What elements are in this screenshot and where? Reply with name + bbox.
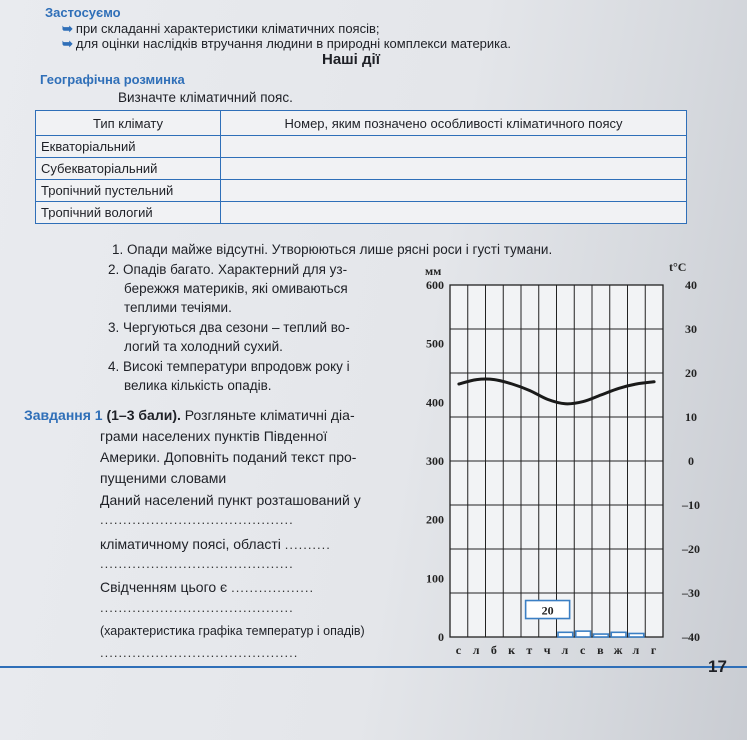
precip-tick-label: 100 bbox=[426, 571, 444, 586]
precip-bar bbox=[629, 633, 644, 637]
precip-bar bbox=[611, 632, 626, 637]
temp-tick-label: 0 bbox=[688, 454, 694, 468]
climate-table bbox=[35, 110, 687, 224]
temp-tick-label: 10 bbox=[685, 410, 697, 424]
answer-blank-1[interactable]: .......................................... bbox=[100, 512, 294, 527]
feature-3-line-2: логий та холодний сухий. bbox=[124, 339, 283, 354]
month-label: л bbox=[632, 643, 641, 657]
task-line-5: Даний населений пункт розташований у bbox=[100, 492, 361, 508]
table-header-climate-type: Тип клімату bbox=[36, 111, 221, 136]
task-line-7 bbox=[100, 577, 314, 598]
table-cell-type: Субекваторіальний bbox=[36, 158, 221, 180]
answer-blank-3[interactable]: .......................................... bbox=[100, 600, 294, 615]
month-label: л bbox=[472, 643, 481, 657]
task-line-6-text: кліматичному поясі, області bbox=[100, 536, 281, 552]
feature-4-line-2: велика кількість опадів. bbox=[124, 378, 272, 393]
task-label: Завдання 1 bbox=[24, 407, 103, 423]
section-title: Наші дії bbox=[322, 51, 380, 68]
table-header-number: Номер, яким позначено особливості кліматичного поясу bbox=[221, 111, 687, 136]
task-line-3: Америки. Доповніть поданий текст про- bbox=[100, 449, 357, 465]
apply-item-1-text: при складанні характеристики кліматичних поясів; bbox=[75, 21, 380, 36]
answer-blank-2[interactable]: .......................................... bbox=[100, 556, 294, 571]
feature-2-line-2: бережжя материків, які омиваються bbox=[124, 281, 348, 296]
precip-unit-label: мм bbox=[425, 264, 442, 278]
table-cell-answer[interactable] bbox=[221, 180, 687, 202]
temp-unit-label: t°C bbox=[669, 260, 687, 274]
apply-item-1 bbox=[62, 21, 380, 37]
arrow-icon: ➥ bbox=[62, 36, 73, 51]
arrow-icon: ➥ bbox=[62, 21, 73, 36]
task-line-8: (характеристика графіка температур і опадів) bbox=[100, 624, 365, 638]
table-cell-answer[interactable] bbox=[221, 136, 687, 158]
task-line-1-text: Розгляньте кліматичні діа- bbox=[184, 407, 355, 423]
table-row bbox=[36, 180, 687, 202]
month-label: г bbox=[650, 643, 658, 657]
precip-tick-label: 500 bbox=[426, 336, 444, 351]
table-row bbox=[36, 158, 687, 180]
table-cell-type: Тропічний пустельний bbox=[36, 180, 221, 202]
precip-tick-label: 0 bbox=[438, 630, 444, 644]
month-label: с bbox=[579, 643, 587, 657]
month-label: ч bbox=[543, 643, 552, 657]
answer-blank-inline-2[interactable]: .................. bbox=[231, 580, 315, 595]
month-label: л bbox=[561, 643, 570, 657]
table-cell-answer[interactable] bbox=[221, 158, 687, 180]
temp-tick-label: –40 bbox=[682, 630, 700, 644]
month-label: ж bbox=[613, 643, 624, 657]
precip-bar bbox=[594, 634, 609, 637]
task-line-2: грами населених пунктів Південної bbox=[100, 428, 328, 444]
temp-tick-label: 30 bbox=[685, 322, 697, 336]
month-label: к bbox=[508, 643, 517, 657]
precip-bar bbox=[576, 631, 591, 637]
task-line-6 bbox=[100, 534, 331, 555]
feature-4-line-1: 4. Високі температури впродовж року і bbox=[108, 359, 350, 374]
month-label: б bbox=[490, 643, 498, 657]
month-label: в bbox=[597, 643, 605, 657]
apply-item-2-text: для оцінки наслідків втручання людини в природні комплекси материка. bbox=[75, 36, 511, 51]
apply-heading: Застосуємо bbox=[45, 5, 121, 20]
warmup-heading: Географічна розминка bbox=[40, 72, 185, 87]
page-number: 17 bbox=[708, 657, 727, 676]
precip-tick-label: 300 bbox=[426, 454, 444, 468]
temp-tick-label: 40 bbox=[685, 278, 697, 292]
footer-divider bbox=[0, 666, 747, 668]
precip-tick-label: 200 bbox=[426, 512, 444, 527]
table-header-row bbox=[36, 111, 687, 136]
task-line-1 bbox=[24, 405, 355, 426]
apply-item-2 bbox=[62, 36, 511, 52]
month-label: с bbox=[455, 643, 463, 657]
table-row bbox=[36, 136, 687, 158]
task-line-7-text: Свідченням цього є bbox=[100, 579, 228, 595]
task-line-4: пущеними словами bbox=[100, 470, 227, 486]
table-cell-type: Екваторіальний bbox=[36, 136, 221, 158]
climate-diagram bbox=[415, 255, 725, 660]
answer-blank-inline-1[interactable]: .......... bbox=[284, 537, 331, 552]
answer-blank-4[interactable]: ........................................... bbox=[100, 645, 299, 660]
temp-tick-label: –10 bbox=[682, 498, 700, 512]
warmup-instruction: Визначте кліматичний пояс. bbox=[118, 90, 293, 105]
table-cell-answer[interactable] bbox=[221, 202, 687, 224]
precip-tick-label: 600 bbox=[426, 278, 444, 292]
precip-tick-label: 400 bbox=[426, 395, 444, 410]
precip-bar bbox=[558, 632, 573, 637]
temp-tick-label: –20 bbox=[682, 542, 700, 556]
temp-tick-label: 20 bbox=[685, 366, 697, 380]
feature-1: 1. Опади майже відсутні. Утворюються лише рясні роси і густі тумани. bbox=[112, 242, 553, 257]
month-label: т bbox=[526, 643, 534, 657]
feature-2-line-1: 2. Опадів багато. Характерний для уз- bbox=[108, 262, 348, 277]
task-points: (1–3 бали). bbox=[106, 407, 181, 423]
temp-tick-label: –30 bbox=[682, 586, 700, 600]
feature-3-line-1: 3. Чергуються два сезони – теплий во- bbox=[108, 320, 350, 335]
feature-2-line-3: теплими течіями. bbox=[124, 300, 232, 315]
table-cell-type: Тропічний вологий bbox=[36, 202, 221, 224]
table-row bbox=[36, 202, 687, 224]
annual-precip-label: 20 bbox=[541, 603, 554, 618]
